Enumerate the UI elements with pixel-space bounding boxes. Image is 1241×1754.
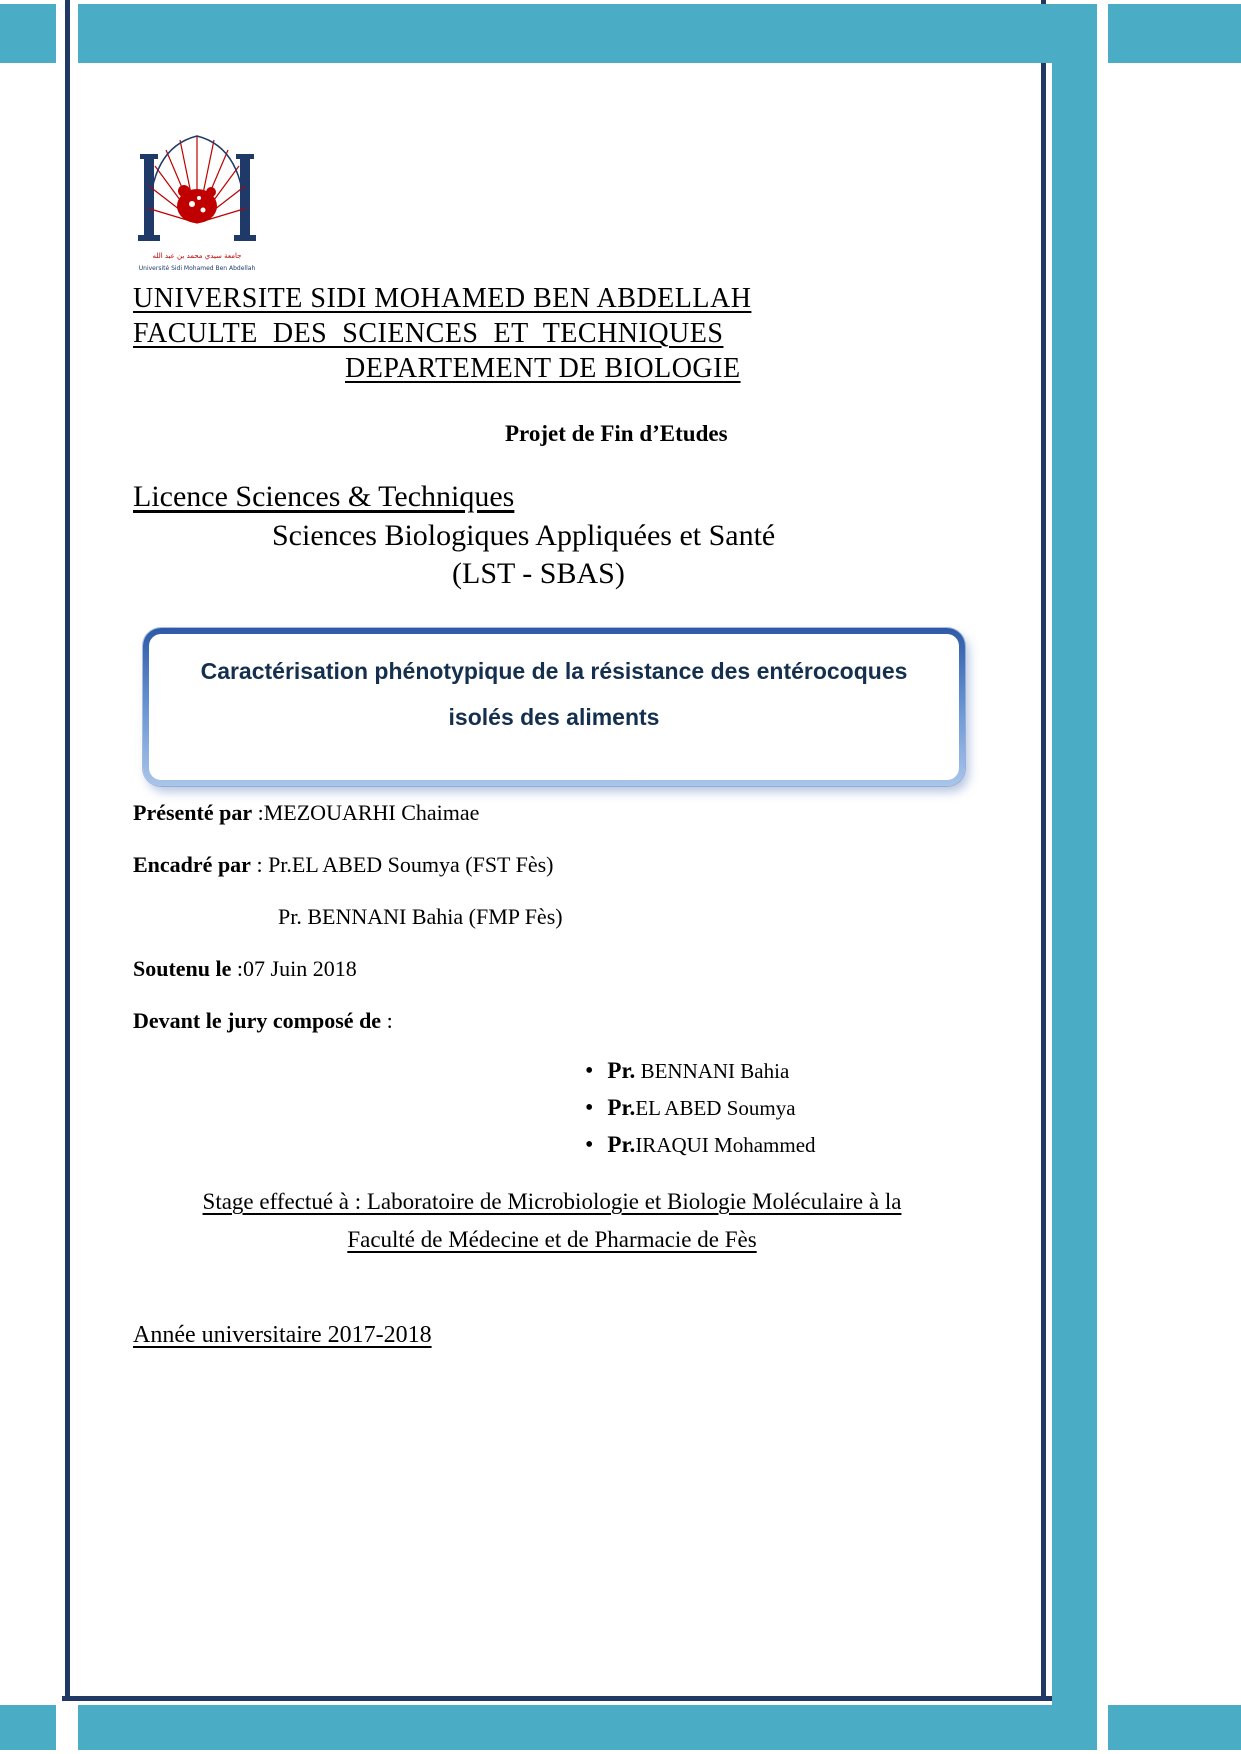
supervised-by-label: Encadré par bbox=[133, 852, 251, 877]
jury-heading-line bbox=[133, 1008, 393, 1034]
bullet-icon: • bbox=[585, 1058, 594, 1084]
border-bottom-right-segment bbox=[1108, 1705, 1241, 1750]
jury-member-title: Pr. bbox=[607, 1095, 636, 1120]
report-title-line1: Caractérisation phénotypique de la résistance des entérocoques bbox=[200, 658, 908, 684]
presented-by-line bbox=[133, 800, 479, 826]
jury-heading-suffix: : bbox=[381, 1008, 393, 1033]
logo-emblem-icon bbox=[177, 185, 217, 223]
internship-line2: Faculté de Médecine et de Pharmacie de Fès bbox=[347, 1227, 757, 1252]
project-type: Projet de Fin d’Etudes bbox=[505, 421, 728, 446]
university-logo-icon bbox=[136, 128, 258, 290]
specialty-title: Sciences Biologiques Appliquées et Santé bbox=[272, 519, 776, 552]
report-title-line2: isolés des aliments bbox=[448, 704, 660, 730]
border-bottom-left-segment bbox=[0, 1705, 56, 1750]
logo-caption-french: Université Sidi Mohamed Ben Abdellah bbox=[138, 265, 256, 272]
border-right-navy-line bbox=[1041, 0, 1046, 1701]
border-top-right-segment bbox=[1108, 4, 1241, 63]
specialty-abbreviation: (LST - SBAS) bbox=[452, 557, 625, 590]
logo-caption-arabic: جامعة سيدي محمد بن عبد الله bbox=[152, 252, 242, 260]
border-right-bar bbox=[1052, 4, 1097, 1750]
defended-on-label: Soutenu le bbox=[133, 956, 232, 981]
jury-member-name: BENNANI Bahia bbox=[635, 1059, 790, 1083]
faculty-name: FACULTE DES SCIENCES ET TECHNIQUES bbox=[133, 318, 724, 349]
jury-member-row bbox=[585, 1052, 816, 1089]
jury-member-name: IRAQUI Mohammed bbox=[635, 1133, 816, 1157]
jury-member-name: EL ABED Soumya bbox=[635, 1096, 796, 1120]
degree-title: Licence Sciences & Techniques bbox=[133, 480, 515, 513]
border-top-main-segment bbox=[78, 4, 1092, 63]
department-name: DEPARTEMENT DE BIOLOGIE bbox=[345, 353, 741, 384]
jury-member-row bbox=[585, 1126, 816, 1163]
report-title bbox=[149, 634, 959, 780]
academic-year: Année universitaire 2017-2018 bbox=[133, 1322, 432, 1348]
presented-by-label: Présenté par bbox=[133, 800, 253, 825]
jury-heading-label: Devant le jury composé de bbox=[133, 1008, 382, 1033]
presented-by-value: :MEZOUARHI Chaimae bbox=[252, 800, 480, 825]
jury-member-title: Pr. bbox=[607, 1132, 636, 1157]
defended-on-line bbox=[133, 956, 357, 982]
internship-line1: Stage effectué à : Laboratoire de Microbiologie et Biologie Moléculaire à la bbox=[202, 1189, 902, 1214]
border-bottom-navy-line bbox=[62, 1696, 1054, 1701]
border-bottom-main-segment bbox=[78, 1705, 1092, 1750]
university-name: UNIVERSITE SIDI MOHAMED BEN ABDELLAH bbox=[133, 283, 752, 314]
bullet-icon: • bbox=[585, 1095, 594, 1121]
jury-member-title: Pr. bbox=[607, 1058, 636, 1083]
defended-on-value: :07 Juin 2018 bbox=[231, 956, 357, 981]
internship-location bbox=[133, 1183, 971, 1259]
supervised-by-line bbox=[133, 852, 554, 878]
supervised-by-value: : Pr.EL ABED Soumya (FST Fès) bbox=[250, 852, 554, 877]
border-left-navy-line bbox=[65, 0, 70, 1701]
jury-list bbox=[585, 1052, 816, 1163]
report-title-box bbox=[143, 628, 965, 786]
border-top-left-segment bbox=[0, 4, 56, 63]
second-supervisor: Pr. BENNANI Bahia (FMP Fès) bbox=[278, 904, 563, 929]
bullet-icon: • bbox=[585, 1132, 594, 1158]
jury-member-row bbox=[585, 1089, 816, 1126]
